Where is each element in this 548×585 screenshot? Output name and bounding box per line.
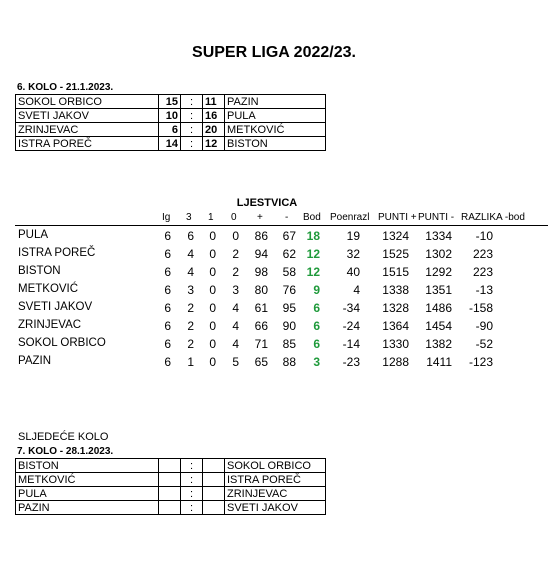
home-score <box>159 501 181 515</box>
away-score: 20 <box>203 123 225 137</box>
away-team: METKOVIĆ <box>225 123 326 137</box>
played: 6 <box>164 319 171 333</box>
match-row <box>16 95 326 109</box>
points-for: 80 <box>254 283 268 297</box>
wins: 6 <box>187 229 194 243</box>
team-name: SVETI JAKOV <box>18 301 93 313</box>
header-punti-plus: PUNTI + <box>378 212 417 223</box>
losses: 2 <box>232 265 239 279</box>
home-score: 10 <box>159 109 181 123</box>
draws: 0 <box>209 337 216 351</box>
razlika: -13 <box>475 283 493 297</box>
points-for: 65 <box>254 355 268 369</box>
score-separator: : <box>181 487 203 501</box>
points-against: 67 <box>282 229 296 243</box>
match-row <box>16 109 326 123</box>
header-ig: Ig <box>162 212 171 223</box>
razlika: -123 <box>468 355 493 369</box>
punti-minus: 1302 <box>425 247 452 261</box>
played: 6 <box>164 265 171 279</box>
wins: 2 <box>187 337 194 351</box>
home-team: ISTRA POREČ <box>16 137 159 151</box>
points-against: 95 <box>282 301 296 315</box>
draws: 0 <box>209 319 216 333</box>
match-row <box>16 137 326 151</box>
round-6-results-table <box>15 94 326 151</box>
poenrazl: -14 <box>342 337 360 351</box>
away-team: SOKOL ORBICO <box>225 459 326 473</box>
poenrazl: -24 <box>342 319 360 333</box>
away-team: BISTON <box>225 137 326 151</box>
razlika: -90 <box>475 319 493 333</box>
standings-header-divider <box>15 225 548 226</box>
punti-minus: 1486 <box>425 301 452 315</box>
header-poenrazl: Poenrazl <box>330 212 370 223</box>
punti-plus: 1330 <box>382 337 409 351</box>
bod: 12 <box>306 265 320 279</box>
header-razlika: RAZLIKA -bod <box>461 212 525 223</box>
points-against: 62 <box>282 247 296 261</box>
home-score: 6 <box>159 123 181 137</box>
home-team: ZRINJEVAC <box>16 123 159 137</box>
home-score <box>159 487 181 501</box>
match-row <box>16 459 326 473</box>
home-score <box>159 459 181 473</box>
wins: 2 <box>187 319 194 333</box>
points-against: 85 <box>282 337 296 351</box>
header-plus: + <box>257 212 263 223</box>
away-team: SVETI JAKOV <box>225 501 326 515</box>
points-for: 94 <box>254 247 268 261</box>
round-7-label: 7. KOLO - 28.1.2023. <box>17 446 114 457</box>
draws: 0 <box>209 301 216 315</box>
header-minus: - <box>285 212 289 223</box>
away-team: PULA <box>225 109 326 123</box>
header-draws: 1 <box>208 212 214 223</box>
bod: 9 <box>313 283 320 297</box>
score-separator: : <box>181 473 203 487</box>
points-for: 86 <box>254 229 268 243</box>
away-score: 11 <box>203 95 225 109</box>
wins: 4 <box>187 265 194 279</box>
razlika: 223 <box>472 247 493 261</box>
poenrazl: 32 <box>346 247 360 261</box>
standings-row <box>0 355 548 373</box>
bod: 6 <box>313 337 320 351</box>
losses: 4 <box>232 319 239 333</box>
away-team: ISTRA POREČ <box>225 473 326 487</box>
poenrazl: -23 <box>342 355 360 369</box>
poenrazl: 4 <box>353 283 360 297</box>
draws: 0 <box>209 355 216 369</box>
points-against: 90 <box>282 319 296 333</box>
home-team: BISTON <box>16 459 159 473</box>
razlika: -158 <box>468 301 493 315</box>
away-score: 12 <box>203 137 225 151</box>
score-separator: : <box>181 501 203 515</box>
standings-row <box>0 301 548 319</box>
draws: 0 <box>209 247 216 261</box>
page-title: SUPER LIGA 2022/23. <box>192 44 356 61</box>
home-team: METKOVIĆ <box>16 473 159 487</box>
punti-minus: 1292 <box>425 265 452 279</box>
score-separator: : <box>181 459 203 473</box>
score-separator: : <box>181 123 203 137</box>
razlika: -10 <box>475 229 493 243</box>
poenrazl: 19 <box>346 229 360 243</box>
standings-row <box>0 229 548 247</box>
played: 6 <box>164 229 171 243</box>
next-round-heading: SLJEDEĆE KOLO <box>18 431 109 443</box>
match-row <box>16 473 326 487</box>
punti-plus: 1525 <box>382 247 409 261</box>
points-against: 88 <box>282 355 296 369</box>
losses: 4 <box>232 301 239 315</box>
punti-plus: 1338 <box>382 283 409 297</box>
away-score <box>203 501 225 515</box>
points-for: 71 <box>254 337 268 351</box>
poenrazl: 40 <box>346 265 360 279</box>
standings-row <box>0 283 548 301</box>
played: 6 <box>164 301 171 315</box>
losses: 4 <box>232 337 239 351</box>
punti-plus: 1288 <box>382 355 409 369</box>
bod: 6 <box>313 319 320 333</box>
bod: 6 <box>313 301 320 315</box>
played: 6 <box>164 355 171 369</box>
draws: 0 <box>209 229 216 243</box>
away-score <box>203 487 225 501</box>
losses: 2 <box>232 247 239 261</box>
team-name: ISTRA POREČ <box>18 247 96 259</box>
header-punti-minus: PUNTI - <box>418 212 455 223</box>
punti-plus: 1364 <box>382 319 409 333</box>
draws: 0 <box>209 265 216 279</box>
away-score <box>203 459 225 473</box>
home-team: PAZIN <box>16 501 159 515</box>
home-team: SVETI JAKOV <box>16 109 159 123</box>
wins: 4 <box>187 247 194 261</box>
punti-plus: 1324 <box>382 229 409 243</box>
standings-row <box>0 247 548 265</box>
away-team: PAZIN <box>225 95 326 109</box>
wins: 1 <box>187 355 194 369</box>
match-row <box>16 123 326 137</box>
score-separator: : <box>181 137 203 151</box>
losses: 3 <box>232 283 239 297</box>
round-7-fixtures-table <box>15 458 326 515</box>
punti-minus: 1351 <box>425 283 452 297</box>
score-separator: : <box>181 95 203 109</box>
punti-minus: 1382 <box>425 337 452 351</box>
points-for: 98 <box>254 265 268 279</box>
losses: 0 <box>232 229 239 243</box>
header-wins: 3 <box>186 212 192 223</box>
home-score <box>159 473 181 487</box>
points-against: 76 <box>282 283 296 297</box>
razlika: -52 <box>475 337 493 351</box>
match-row <box>16 487 326 501</box>
home-score: 14 <box>159 137 181 151</box>
wins: 2 <box>187 301 194 315</box>
team-name: PULA <box>18 229 49 241</box>
points-against: 58 <box>282 265 296 279</box>
header-bod: Bod <box>303 212 321 223</box>
bod: 18 <box>306 229 320 243</box>
team-name: SOKOL ORBICO <box>18 337 106 349</box>
razlika: 223 <box>472 265 493 279</box>
draws: 0 <box>209 283 216 297</box>
team-name: ZRINJEVAC <box>18 319 82 331</box>
away-score <box>203 473 225 487</box>
team-name: PAZIN <box>18 355 52 367</box>
punti-minus: 1411 <box>426 355 452 369</box>
punti-minus: 1454 <box>425 319 452 333</box>
away-team: ZRINJEVAC <box>225 487 326 501</box>
standings-row <box>0 265 548 283</box>
played: 6 <box>164 337 171 351</box>
points-for: 66 <box>254 319 268 333</box>
standings-row <box>0 319 548 337</box>
punti-plus: 1328 <box>382 301 409 315</box>
match-row <box>16 501 326 515</box>
wins: 3 <box>187 283 194 297</box>
standings-title: LJESTVICA <box>236 197 298 209</box>
losses: 5 <box>232 355 239 369</box>
team-name: BISTON <box>18 265 61 277</box>
punti-minus: 1334 <box>425 229 452 243</box>
away-score: 16 <box>203 109 225 123</box>
played: 6 <box>164 283 171 297</box>
played: 6 <box>164 247 171 261</box>
poenrazl: -34 <box>342 301 360 315</box>
score-separator: : <box>181 109 203 123</box>
home-score: 15 <box>159 95 181 109</box>
bod: 12 <box>306 247 320 261</box>
header-losses: 0 <box>231 212 237 223</box>
home-team: PULA <box>16 487 159 501</box>
round-6-label: 6. KOLO - 21.1.2023. <box>17 82 114 93</box>
team-name: METKOVIĆ <box>18 283 79 295</box>
punti-plus: 1515 <box>382 265 409 279</box>
home-team: SOKOL ORBICO <box>16 95 159 109</box>
points-for: 61 <box>254 301 268 315</box>
bod: 3 <box>313 355 320 369</box>
standings-row <box>0 337 548 355</box>
